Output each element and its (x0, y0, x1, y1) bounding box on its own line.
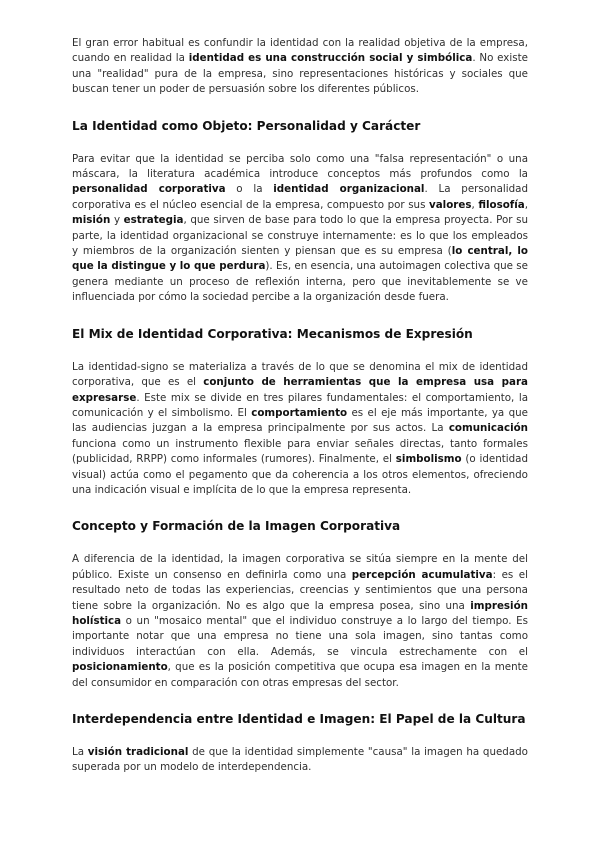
document-page (72, 36, 528, 776)
text-run: o la (225, 183, 274, 196)
text-run: , que es la posición competitiva que ocupa esa imagen en la mente del consumidor en comparación con otras empresas del sector. (72, 661, 528, 689)
section-paragraph (72, 152, 528, 306)
section-heading: Interdependencia entre Identidad e Imagen: El Papel de la Cultura (72, 712, 526, 726)
bold-term: comunicación (448, 422, 528, 435)
text-run: , (524, 198, 529, 211)
section-paragraph (72, 552, 528, 691)
text-run: . No existe una "realidad" pura de la empresa, sino representaciones históricas y sociales que buscan tener un poder de persuasión sobre los diferentes públicos. (72, 52, 528, 96)
bold-term: percepción acumulativa (351, 568, 493, 581)
bold-term: conjunto de herramientas que la empresa usa para expresarse (72, 376, 528, 404)
text-run: funciona como un instrumento flexible para enviar señales directas, tanto formales (publicidad, RRPP) como informales (rumores). Finalmente, el (72, 437, 528, 466)
bold-term: filosofía (478, 198, 525, 211)
bold-term: posicionamiento (72, 661, 168, 674)
text-run: , que sirven de base para todo lo que la empresa proyecta. Por su parte, la identidad organizacional se construye internamente: es lo que los empleados y miembros de la organización sienten y piensan que es su empresa ( (72, 214, 528, 258)
intro-paragraph (72, 36, 528, 98)
section-paragraph (72, 360, 528, 499)
bold-term: personalidad corporativa (72, 183, 226, 196)
text-run: A diferencia de la identidad, la imagen corporativa se sitúa siempre en la mente del público. Existe un consenso en definirla como una (72, 553, 528, 581)
bold-term: impresión holística (72, 599, 528, 627)
bold-term: visión tradicional (87, 746, 189, 758)
text-run: La identidad-signo se materializa a través de lo que se denomina el mix de identidad corporativa, que es el (72, 360, 528, 389)
section-heading: La Identidad como Objeto: Personalidad y Carácter (72, 118, 421, 133)
text-run: . Este mix se divide en tres pilares fundamentales: el comportamiento, la comunicación y el simbolismo. El (72, 391, 528, 419)
bold-term: estrategia (123, 214, 184, 227)
text-run: o un "mosaico mental" que el individuo construye a lo largo del tiempo. Es importante notar que una empresa no tiene una sola imagen, sino tantas como individuos interactúan con ella. Además, se vincula estrechamente con el (72, 614, 528, 658)
bold-term: valores (429, 198, 472, 211)
bold-term: misión (72, 214, 111, 227)
section-paragraph (72, 745, 528, 776)
text-run: La (72, 746, 88, 758)
bold-term: identidad organizacional (273, 183, 425, 196)
bold-term: comportamiento (251, 406, 348, 419)
text-run: (o identidad visual) actúa como el pegamento que da coherencia a los otros elementos, ofreciendo una indicación visual e implícita de lo que la empresa representa. (72, 453, 529, 496)
sections-container (72, 118, 528, 776)
text-run: , (471, 198, 479, 211)
text-run: Para evitar que la identidad se perciba solo como una "falsa representación" o una máscara, la literatura académica introduce conceptos más profundos como la (72, 152, 528, 181)
text-run: . La personalidad corporativa es el núcleo esencial de la empresa, compuesto por sus (72, 183, 528, 211)
bold-term: simbolismo (395, 453, 462, 466)
text-run: ). Es, en esencia, una autoimagen colectiva que se genera mediante un proceso de reflexión interna, pero que inevitablemente se ve influenciada por cómo la sociedad percibe a la organización desde fuera. (72, 260, 528, 304)
text-run: y (110, 214, 124, 227)
text-run: de que la identidad simplemente "causa" la imagen ha quedado superada por un modelo de interdependencia. (72, 746, 528, 774)
text-run: : es el resultado neto de todas las experiencias, creencias y sentimientos que una persona tiene sobre la organización. No es algo que la empresa posea, sino una (72, 568, 528, 612)
bold-term: lo central, lo que la distingue y lo que perdura (72, 245, 529, 273)
text-run: El gran error habitual es confundir la identidad con la realidad objetiva de la empresa, cuando en realidad la (72, 37, 528, 65)
bold-term: identidad es una construcción social y simbólica (188, 52, 473, 65)
text-run: es el eje más importante, ya que las audiencias juzgan a la empresa principalmente por sus actos. La (72, 406, 528, 435)
section-heading: El Mix de Identidad Corporativa: Mecanismos de Expresión (72, 326, 473, 341)
section-heading: Concepto y Formación de la Imagen Corporativa (72, 519, 401, 534)
